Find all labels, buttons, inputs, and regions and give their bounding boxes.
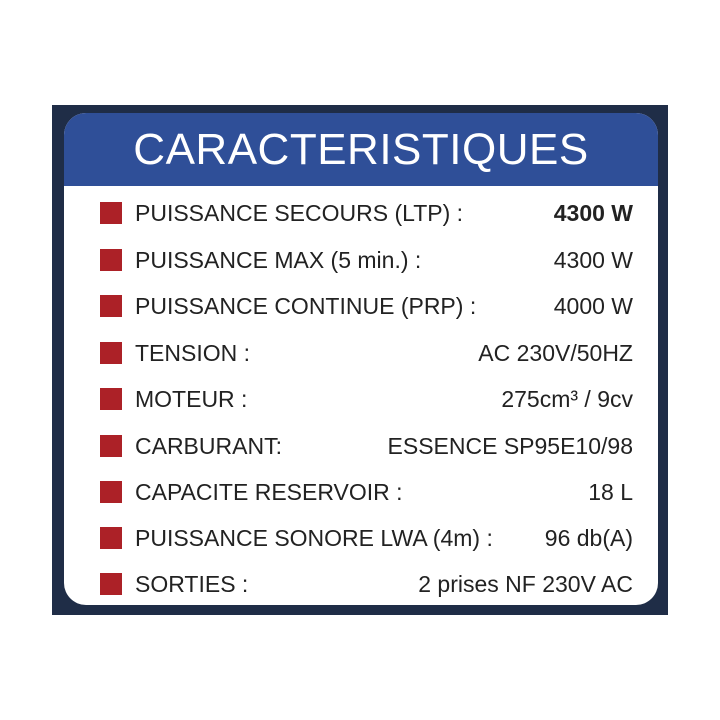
- spec-value: 2 prises NF 230V AC: [418, 570, 633, 597]
- spec-row-puissance-sonore: [64, 515, 658, 561]
- spec-row-puissance-secours: [64, 190, 658, 236]
- spec-label: PUISSANCE SECOURS (LTP) :: [135, 199, 464, 226]
- spec-sheet-title: CARACTERISTIQUES: [133, 124, 589, 174]
- spec-sheet-card: [64, 113, 658, 605]
- bullet-square-icon: [100, 295, 122, 317]
- bullet-square-icon: [100, 249, 122, 271]
- spec-row-carburant: [64, 423, 658, 469]
- spec-label: SORTIES :: [135, 570, 249, 597]
- bullet-square-icon: [100, 527, 122, 549]
- spec-value: 18 L: [588, 478, 633, 505]
- spec-value: 96 db(A): [544, 524, 633, 551]
- spec-value: 4300 W: [553, 246, 633, 273]
- spec-row-tension: [64, 330, 658, 376]
- spec-row-puissance-max: [64, 237, 658, 283]
- spec-value: ESSENCE SP95E10/98: [387, 432, 633, 459]
- spec-row-puissance-continue: [64, 283, 658, 329]
- spec-row-sorties: [64, 561, 658, 605]
- bullet-square-icon: [100, 342, 122, 364]
- spec-label: MOTEUR :: [135, 385, 248, 412]
- spec-value: 4300 W: [553, 199, 633, 226]
- bullet-square-icon: [100, 202, 122, 224]
- spec-row-capacite-reservoir: [64, 469, 658, 515]
- spec-row-moteur: [64, 376, 658, 422]
- spec-label: PUISSANCE SONORE LWA (4m) :: [135, 524, 493, 551]
- spec-label: PUISSANCE MAX (5 min.) :: [135, 246, 422, 273]
- spec-label: TENSION :: [135, 339, 251, 366]
- spec-label: PUISSANCE CONTINUE (PRP) :: [135, 292, 477, 319]
- spec-value: 4000 W: [553, 292, 633, 319]
- spec-label: CARBURANT:: [135, 432, 282, 459]
- bullet-square-icon: [100, 481, 122, 503]
- bullet-square-icon: [100, 388, 122, 410]
- spec-sheet-header: [64, 113, 658, 186]
- bullet-square-icon: [100, 435, 122, 457]
- spec-value: AC 230V/50HZ: [478, 339, 633, 366]
- spec-value: 275cm³ / 9cv: [501, 385, 633, 412]
- bullet-square-icon: [100, 573, 122, 595]
- spec-label: CAPACITE RESERVOIR :: [135, 478, 403, 505]
